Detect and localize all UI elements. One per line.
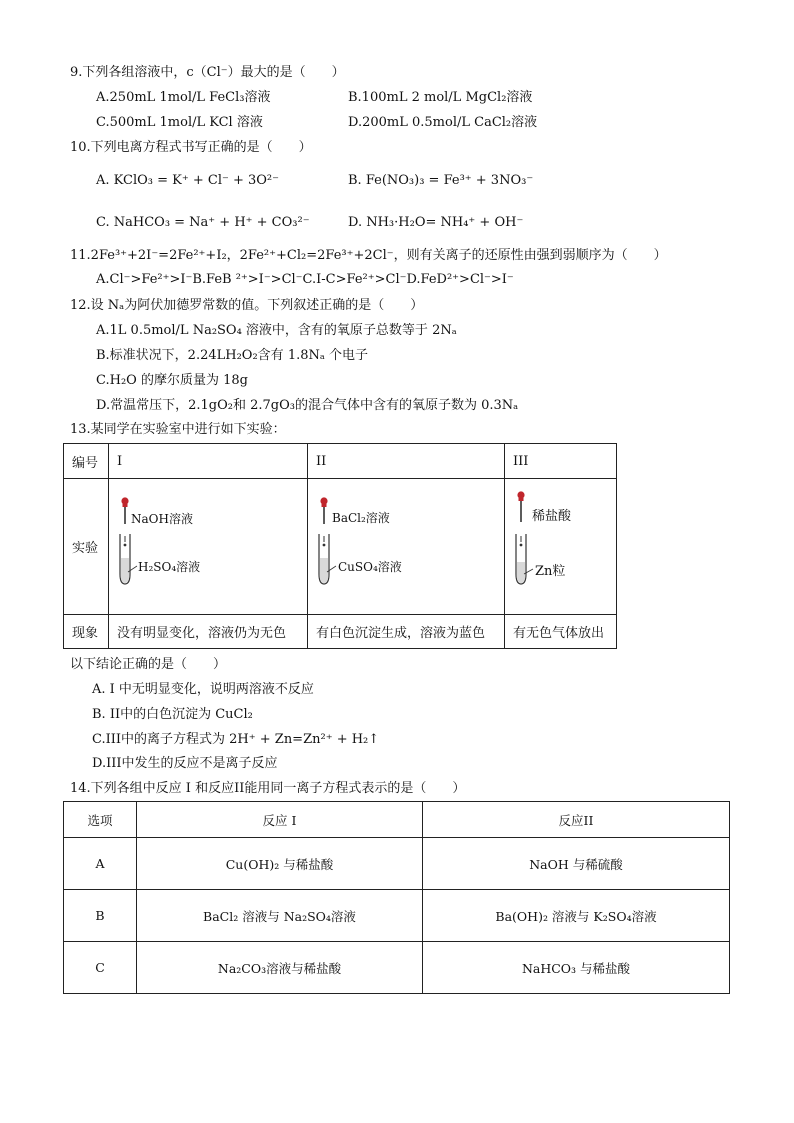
q10-option-a: A. KClO₃ = K⁺ + Cl⁻ + 3O²⁻ bbox=[96, 173, 280, 188]
q9-option-c: C.500mL 1mol/L KCl 溶液 bbox=[96, 115, 263, 130]
q12-option-a: A.1L 0.5mol/L Na₂SO₄ 溶液中，含有的氧原子总数等于 2Nₐ bbox=[96, 323, 457, 338]
q14-header-option: 选项 bbox=[64, 802, 137, 838]
q12-stem: 12.设 Nₐ为阿伏加德罗常数的值。下列叙述正确的是（ ） bbox=[70, 298, 424, 313]
q12-option-d: D.常温常压下，2.1gO₂和 2.7gO₃的混合气体中含有的氧原子数为 0.3Nₐ bbox=[96, 398, 519, 413]
q10-option-b: B. Fe(NO₃)₃ = Fe³⁺ + 3NO₃⁻ bbox=[348, 173, 534, 188]
q13-experiment-table bbox=[63, 443, 617, 649]
experiment-cell-2 bbox=[308, 479, 505, 615]
phenomenon-2: 有白色沉淀生成，溶液为蓝色 bbox=[308, 615, 505, 649]
q14-row-c-reaction-2: NaHCO₃ 与稀盐酸 bbox=[423, 942, 730, 994]
q14-stem: 14.下列各组中反应 I 和反应II能用同一离子方程式表示的是（ ） bbox=[70, 781, 466, 796]
row-label-experiment: 实验 bbox=[64, 479, 109, 615]
q14-row-a-label: A bbox=[64, 838, 137, 890]
phenomenon-1: 没有明显变化，溶液仍为无色 bbox=[109, 615, 308, 649]
q14-header-reaction-1: 反应 I bbox=[137, 802, 423, 838]
tube-label-3: Zn粒 bbox=[535, 563, 566, 579]
phenomenon-3: 有无色气体放出 bbox=[505, 615, 617, 649]
q13-option-d: D.III中发生的反应不是离子反应 bbox=[92, 756, 278, 771]
q14-header-reaction-2: 反应II bbox=[423, 802, 730, 838]
experiment-cell-1 bbox=[109, 479, 308, 615]
q11-options: A.Cl⁻>Fe²⁺>I⁻B.FeB ²⁺>I⁻>Cl⁻C.I-C>Fe²⁺>Cl⁻D.FeD²⁺>Cl⁻>I⁻ bbox=[96, 272, 514, 287]
dropper-label-2: BaCl₂溶液 bbox=[332, 510, 390, 525]
q13-option-b: B. II中的白色沉淀为 CuCl₂ bbox=[92, 707, 253, 722]
dropper-tube-figure-3 bbox=[505, 480, 617, 614]
q13-option-c: C.III中的离子方程式为 2H⁺ + Zn=Zn²⁺ + H₂↑ bbox=[92, 732, 380, 747]
dropper-tube-figure-2 bbox=[308, 480, 496, 614]
dropper-label-3: 稀盐酸 bbox=[532, 508, 572, 524]
q13-stem: 13.某同学在实验室中进行如下实验： bbox=[70, 422, 286, 437]
q11-stem: 11.2Fe³⁺+2I⁻=2Fe²⁺+I₂，2Fe²⁺+Cl₂=2Fe³⁺+2Cl⁻，则有关离子的还原性由强到弱顺序为（ ） bbox=[70, 248, 667, 263]
experiment-cell-3 bbox=[505, 479, 617, 615]
q14-row-b-label: B bbox=[64, 890, 137, 942]
q14-row-b-reaction-1: BaCl₂ 溶液与 Na₂SO₄溶液 bbox=[137, 890, 423, 942]
q12-option-b: B.标准状况下，2.24LH₂O₂含有 1.8Nₐ 个电子 bbox=[96, 348, 369, 363]
q10-stem: 10.下列电离方程式书写正确的是（ ） bbox=[70, 140, 312, 155]
dropper-tube-figure-1 bbox=[109, 480, 299, 614]
col-header-3: III bbox=[505, 444, 617, 479]
tube-label-2: CuSO₄溶液 bbox=[338, 559, 402, 574]
col-header-2: II bbox=[308, 444, 505, 479]
tube-label-1: H₂SO₄溶液 bbox=[138, 559, 201, 574]
q12-option-c: C.H₂O 的摩尔质量为 18g bbox=[96, 373, 248, 388]
q9-option-a: A.250mL 1mol/L FeCl₃溶液 bbox=[96, 90, 271, 105]
q10-option-c: C. NaHCO₃ = Na⁺ + H⁺ + CO₃²⁻ bbox=[96, 215, 310, 230]
q14-row-a-reaction-1: Cu(OH)₂ 与稀盐酸 bbox=[137, 838, 423, 890]
q14-row-b-reaction-2: Ba(OH)₂ 溶液与 K₂SO₄溶液 bbox=[423, 890, 730, 942]
q13-option-a: A. I 中无明显变化，说明两溶液不反应 bbox=[92, 682, 314, 697]
q10-option-d: D. NH₃·H₂O= NH₄⁺ + OH⁻ bbox=[348, 215, 524, 230]
q14-row-c-reaction-1: Na₂CO₃溶液与稀盐酸 bbox=[137, 942, 423, 994]
q13-conclusion-prompt: 以下结论正确的是（ ） bbox=[70, 657, 227, 672]
q14-row-c-label: C bbox=[64, 942, 137, 994]
col-header-1: I bbox=[109, 444, 308, 479]
q9-option-b: B.100mL 2 mol/L MgCl₂溶液 bbox=[348, 90, 533, 105]
row-label-phenomenon: 现象 bbox=[64, 615, 109, 649]
row-label-number: 编号 bbox=[64, 444, 109, 479]
q9-stem: 9.下列各组溶液中，c（Cl⁻）最大的是（ ） bbox=[70, 65, 345, 80]
dropper-label-1: NaOH溶液 bbox=[131, 511, 193, 526]
q14-row-a-reaction-2: NaOH 与稀硫酸 bbox=[423, 838, 730, 890]
q14-reaction-table bbox=[63, 801, 730, 994]
q9-option-d: D.200mL 0.5mol/L CaCl₂溶液 bbox=[348, 115, 538, 130]
